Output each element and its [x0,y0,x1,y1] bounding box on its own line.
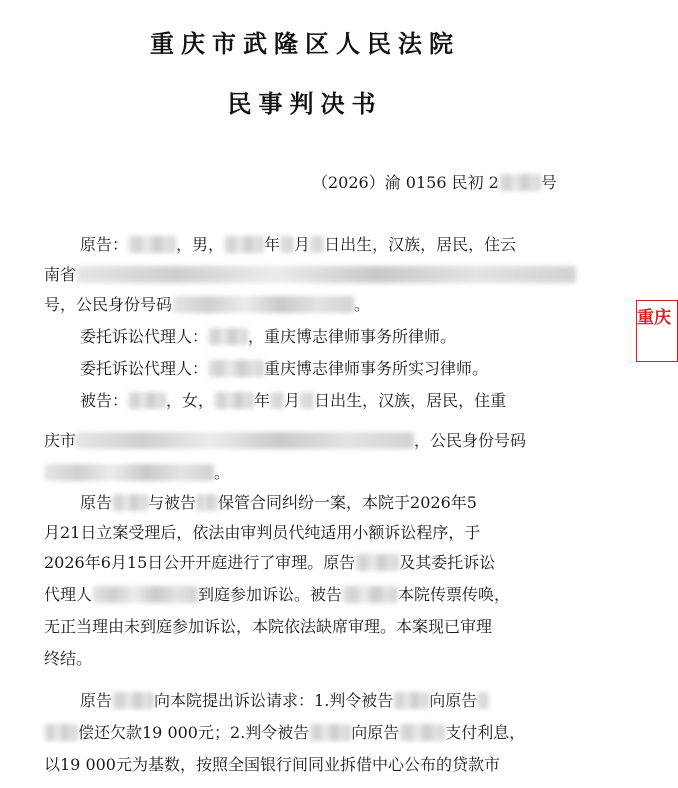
redaction [128,392,166,409]
defendant-label: 被告： [80,391,129,410]
claims-paragraph [44,686,589,786]
text-fragment: 号，公民身份号码 [44,295,173,314]
text-fragment: 月 [284,391,301,410]
text-fragment: 向本院提出诉讼请求：1.判令被告 [154,691,394,710]
case-number [312,170,557,193]
redaction [112,692,154,709]
redaction [309,724,351,741]
case-line-5: 无正当理由未到庭参加诉讼，本院依法缺席审理。本案现已审理 [44,617,493,636]
text-fragment: 及其委托诉讼 [399,553,496,572]
text-fragment: 支付利息， [445,723,526,742]
text-fragment: 南省 [44,265,77,284]
text-fragment: ，重庆博志律师事务所律师。 [248,327,457,346]
case-number-prefix: （2026）渝 0156 民初 2 [312,173,499,192]
court-seal-stamp [636,300,678,362]
redaction [44,724,78,741]
text-fragment: 偿还欠款19 000元；2.判令被告 [78,723,310,742]
case-line-2: 月21日立案受理后，依法由审判员代纯适用小额诉讼程序，于 [44,523,481,542]
redaction [76,432,414,449]
text-fragment: 与被告 [148,493,197,512]
text-fragment: 向原告 [429,691,478,710]
redaction [76,266,576,283]
text-fragment: 原告 [80,493,113,512]
text-fragment: ，男， [176,235,225,254]
text-fragment: 庆市 [44,431,77,450]
text-fragment: 年 [254,391,271,410]
text-fragment: 代理人 [44,585,93,604]
text-fragment: 月 [294,235,311,254]
redaction [224,236,264,253]
agent-label: 委托诉讼代理人： [80,327,209,346]
case-paragraph [44,488,589,688]
redaction [477,692,489,709]
redaction [92,586,198,603]
plaintiff-line-2 [44,260,576,290]
text-fragment: 。 [354,295,371,314]
redaction [44,464,214,481]
text-fragment: 重庆博志律师事务所实习律师。 [264,359,489,378]
text-fragment: 到庭参加诉讼。被告 [198,585,343,604]
redaction [196,494,218,511]
case-line-3 [44,548,495,578]
case-line-1 [80,488,477,518]
text-fragment: 向原告 [351,723,400,742]
text-fragment: 保管合同纠纷一案，本院于2026年5 [218,493,477,512]
plaintiff-line-3 [44,290,370,320]
redaction [399,724,445,741]
claims-line-3: 以19 000元为基数，按照全国银行间同业拆借中心公布的贷款市 [44,755,500,774]
redaction [342,586,398,603]
parties-section [44,230,589,490]
redaction [499,174,541,191]
redaction [128,236,176,253]
text-fragment: ，公民身份号码 [414,431,527,450]
plaintiff-line-1 [80,230,516,260]
redaction [300,392,314,409]
redaction [172,296,354,313]
text-fragment: 本院传票传唤， [398,585,511,604]
case-line-4 [44,580,510,610]
redaction [208,328,248,345]
case-line-6: 终结。 [44,649,93,668]
text-fragment: 。 [214,463,231,482]
redaction [310,236,324,253]
court-title: 重庆市武隆区人民法院 [150,29,460,58]
stamp-text: 重庆 [637,308,671,328]
redaction [393,692,429,709]
document-type-title: 民事判决书 [227,89,383,118]
text-fragment: 日出生，汉族，居民，住云 [324,235,517,254]
agent-label: 委托诉讼代理人： [80,359,209,378]
redaction [270,392,284,409]
text-fragment: 2026年6月15日公开开庭进行了审理。原告 [44,553,356,572]
redaction [112,494,148,511]
claims-line-1 [80,686,489,716]
case-number-suffix: 号 [540,173,557,192]
agent-line-1 [80,322,456,352]
redaction [214,392,254,409]
text-fragment: ，女， [166,391,215,410]
defendant-line-3 [44,458,230,488]
text-fragment: 日出生，汉族，居民，住重 [314,391,507,410]
defendant-line-2 [44,426,526,456]
defendant-line-1 [80,386,506,416]
redaction [280,236,294,253]
plaintiff-label: 原告： [80,235,129,254]
text-fragment: 年 [264,235,281,254]
redaction [208,360,264,377]
redaction [355,554,399,571]
claims-line-2 [44,718,525,748]
text-fragment: 原告 [80,691,113,710]
agent-line-2 [80,354,488,384]
